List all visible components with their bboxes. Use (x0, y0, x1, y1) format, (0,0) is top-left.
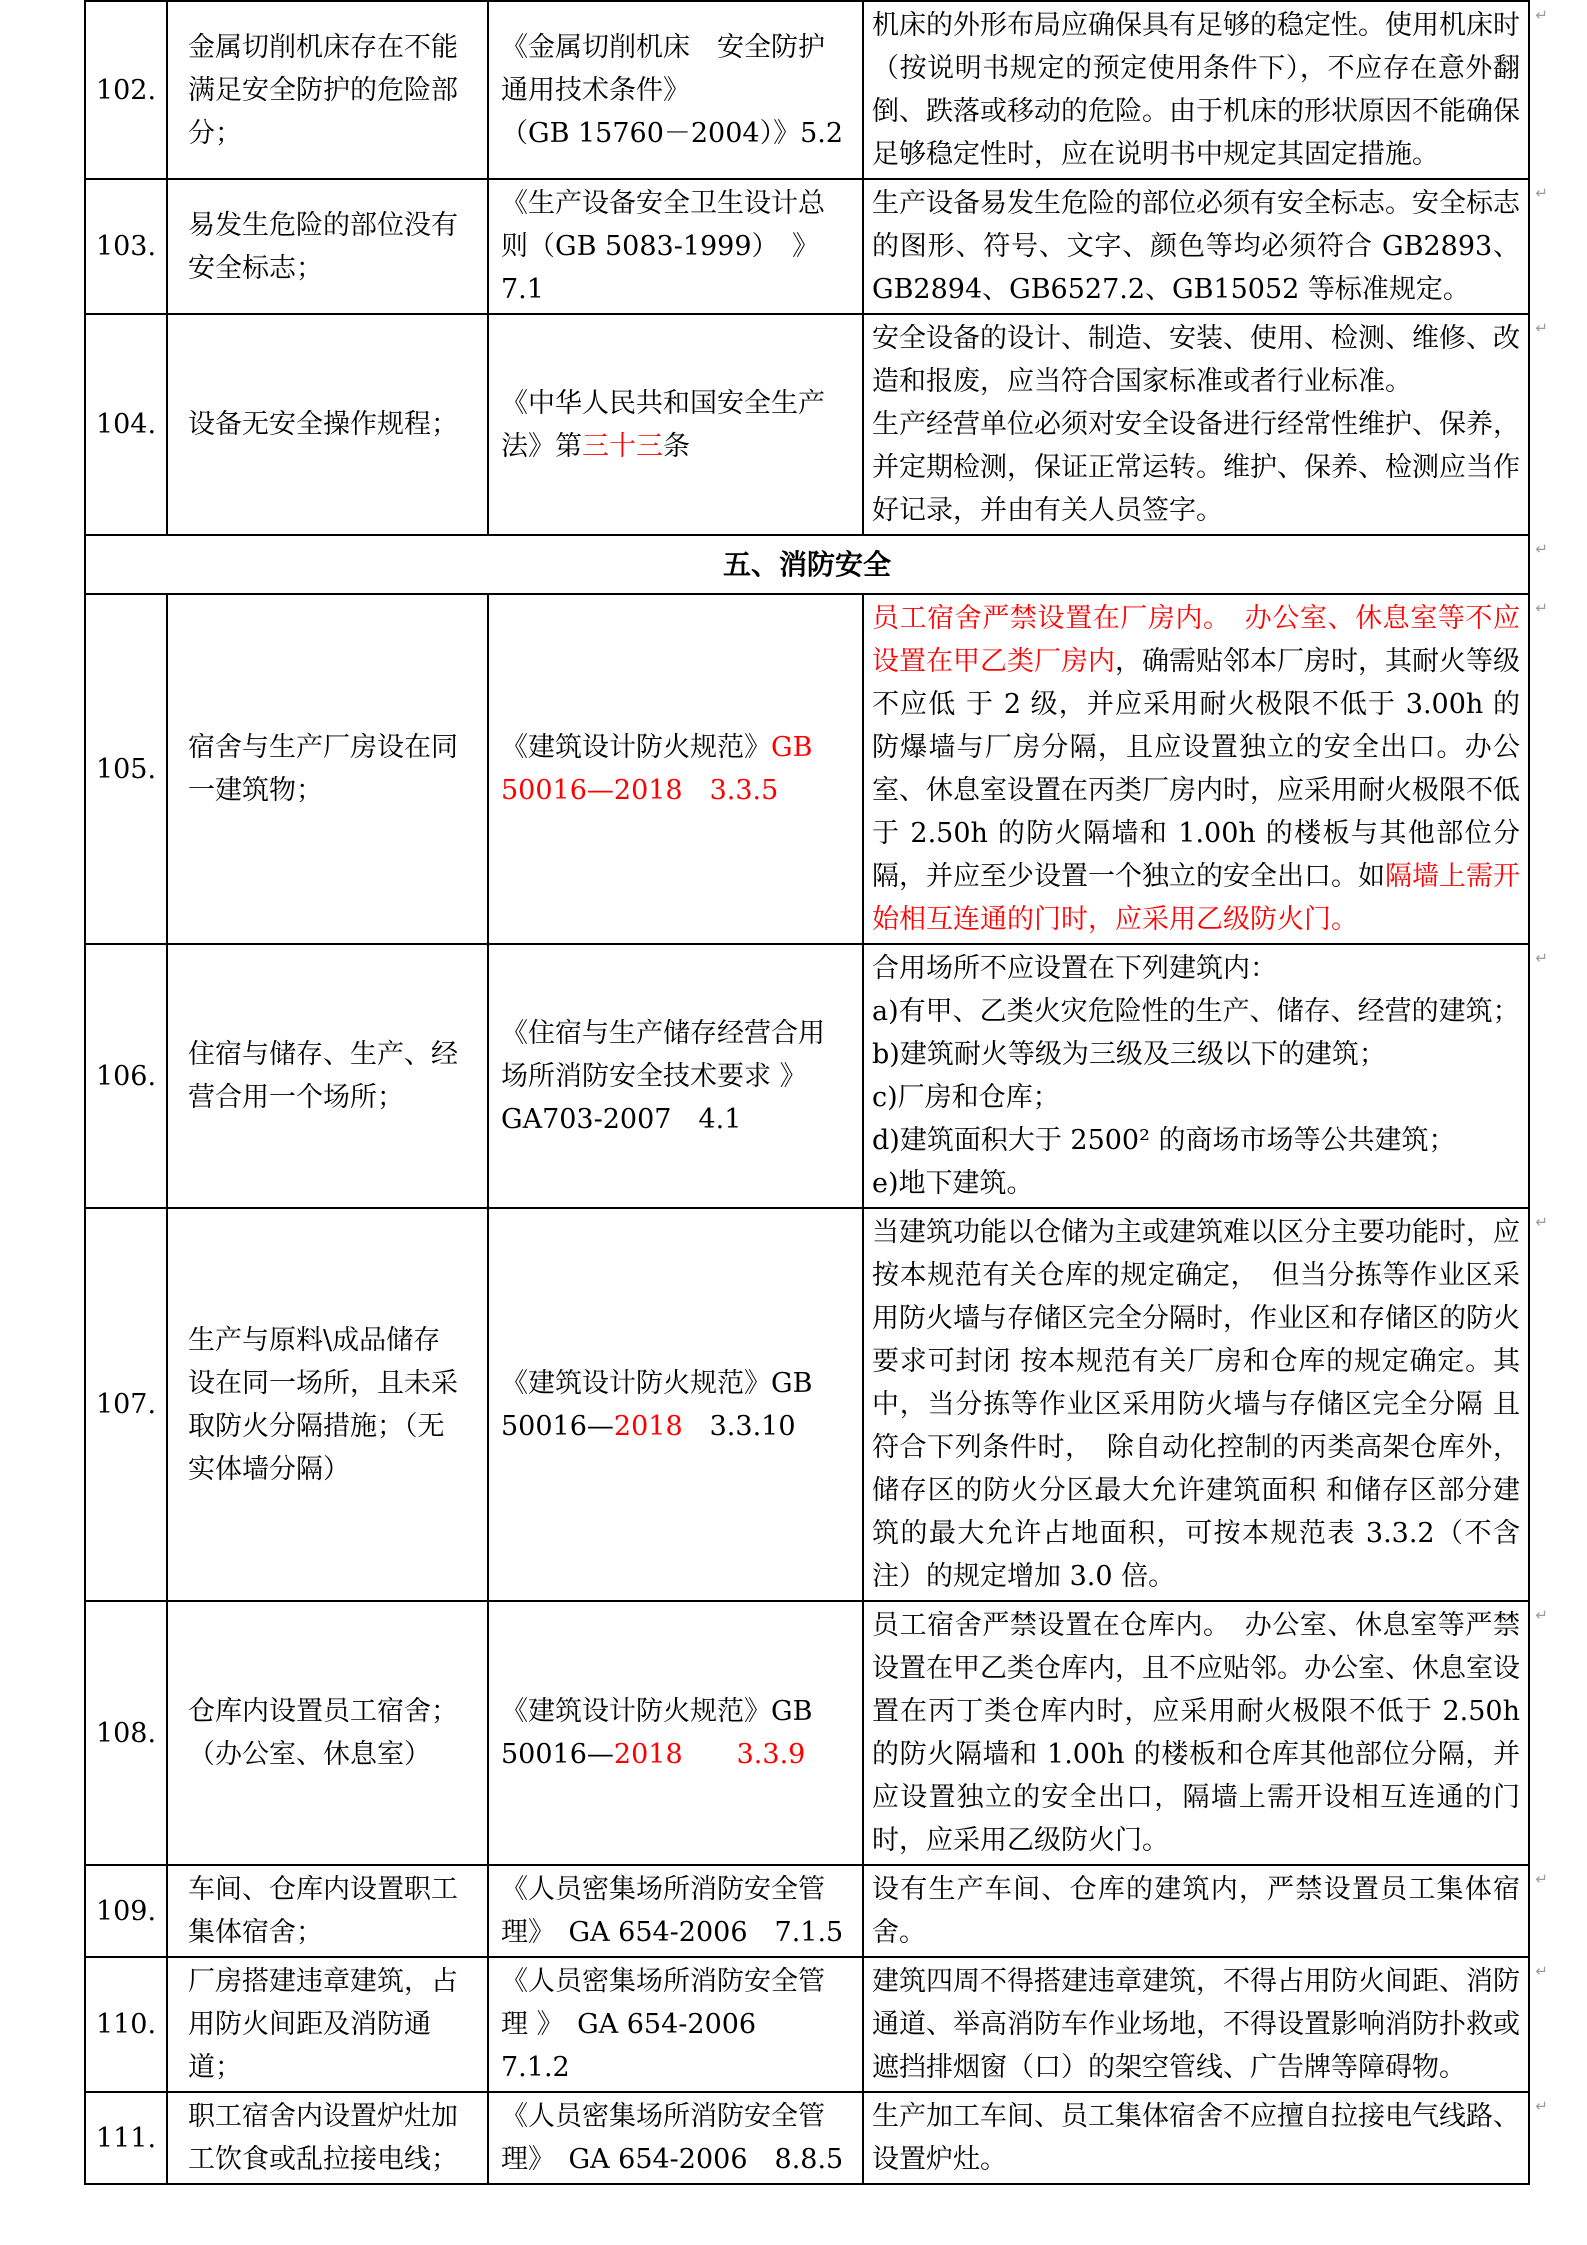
paragraph (188, 1033, 467, 1119)
paragraph-return-mark-icon: ↵ (1535, 1606, 1548, 1624)
text-segment: 车间、仓库内设置职工集体宿舍； (188, 1874, 458, 1948)
text-segment: 宿舍与生产厂房设在同一建筑物； (188, 732, 458, 806)
paragraph-return-mark-icon: ↵ (1535, 6, 1548, 24)
regulation-basis-cell (488, 594, 863, 944)
table-row (85, 1865, 1529, 1957)
table-row (85, 944, 1529, 1208)
regulation-basis-cell (488, 1208, 863, 1601)
text-segment: 生产设备易发生危险的部位必须有安全标志。安全标志的图形、符号、文字、颜色等均必须符合 GB2893、GB2894、GB6527.2、GB15052 等标准规定。 (872, 188, 1520, 305)
row-number-cell (85, 1, 167, 179)
requirement-detail-cell (863, 1957, 1548, 2092)
paragraph (872, 1868, 1520, 1954)
paragraph (501, 1362, 850, 1448)
paragraph (872, 1162, 1520, 1205)
table-row (85, 1208, 1529, 1601)
hazard-description-cell (167, 1601, 488, 1865)
requirement-detail-cell (863, 1601, 1548, 1865)
text-segment: 生产与原料\成品储存设在同一场所，且未采取防火分隔措施；（无实体墙分隔） (188, 1324, 458, 1485)
text-segment: 生产加工车间、员工集体宿舍不应擅自拉接电气线路、设置炉灶。 (872, 2101, 1520, 2175)
text-segment: 安全设备的设计、制造、安装、使用、检测、维修、改造和报废，应当符合国家标准或者行业标准。 (872, 323, 1520, 397)
requirement-detail-cell (863, 314, 1548, 535)
hazard-description-cell (167, 594, 488, 944)
text-segment: b)建筑耐火等级为三级及三级以下的建筑； (872, 1039, 1386, 1070)
paragraph (501, 182, 850, 311)
paragraph (501, 26, 850, 112)
section-title: 五、消防安全 (722, 548, 891, 581)
paragraph (501, 112, 850, 155)
regulation-basis-cell (488, 179, 863, 314)
paragraph (872, 182, 1520, 311)
hazard-description-cell (167, 179, 488, 314)
text-segment: 合用场所不应设置在下列建筑内： (872, 953, 1277, 984)
regulation-basis-cell (488, 1, 863, 179)
text-segment: 职工宿舍内设置炉灶加工饮食或乱拉接电线； (188, 2101, 458, 2175)
table-row (85, 179, 1529, 314)
row-number-cell (85, 594, 167, 944)
hazard-description-cell (167, 314, 488, 535)
text-segment: 建筑四周不得搭建违章建筑，不得占用防火间距、消防通道、举高消防车作业场地，不得设置影响消防扑救或遮挡排烟窗（口）的架空管线、广告牌等障碍物。 (872, 1966, 1520, 2083)
text-segment: 《金属切削机床 安全防护通用技术条件》 (501, 31, 825, 106)
highlighted-text-segment: GB 50016—2018 3.3.5 (501, 732, 813, 806)
text-segment: 当建筑功能以仓储为主或建筑难以区分主要功能时，应按本规范有关仓库的规定确定， 但当分拣等作业区采用防火墙与存储区完全分隔时，作业区和存储区的防火要求可封闭 按本规范有关厂房和仓库的规定确定。其中，当分拣等作业区采用防火墙与存储区完全分隔 且符合下列条件时， 除自动化控制的丙类高架仓库外，储存区的防火分区最大允许建筑面积 和储存区部分建筑的最大允许占地面积，可按本规范表 3.3.2（不含注）的规定增加 3.0 倍。 (872, 1217, 1520, 1592)
text-segment: a)有甲、乙类火灾危险性的生产、储存、经营的建筑； (872, 996, 1520, 1027)
paragraph-return-mark-icon: ↵ (1535, 599, 1548, 617)
requirement-detail-cell (863, 594, 1548, 944)
row-number: 106. (95, 1060, 157, 1092)
paragraph (872, 990, 1520, 1033)
requirement-detail-cell (863, 1208, 1548, 1601)
paragraph (872, 1076, 1520, 1119)
section-header-row (85, 535, 1529, 594)
requirement-detail-cell (863, 2092, 1548, 2184)
text-segment: 《住宿与生产储存经营合用场所消防安全技术要求 》 (501, 1017, 825, 1092)
text-segment: c)厂房和仓库； (872, 1082, 1060, 1113)
requirement-detail-cell (863, 179, 1548, 314)
highlighted-text-segment: 2018 (613, 1739, 683, 1770)
regulation-basis-cell (488, 1957, 863, 2092)
regulation-basis-cell (488, 2092, 863, 2184)
row-number-cell (85, 1601, 167, 1865)
hazard-checklist-table (84, 0, 1548, 2185)
text-segment: d)建筑面积大于 2500² 的商场市场等公共建筑； (872, 1125, 1456, 1156)
paragraph (501, 1690, 850, 1776)
requirement-detail-cell (863, 944, 1548, 1208)
text-segment: 易发生危险的部位没有安全标志； (188, 209, 458, 284)
row-number-cell (85, 944, 167, 1208)
paragraph (188, 1690, 467, 1776)
text-segment: 《人员密集场所消防安全管理 》 GA 654-2006 7.1.2 (501, 1966, 825, 2083)
text-segment: （GB 15760－2004）》5.2 (501, 117, 844, 149)
paragraph (872, 1604, 1520, 1862)
highlighted-text-segment: 2018 (613, 1410, 683, 1442)
paragraph-return-mark-icon: ↵ (1535, 949, 1548, 967)
paragraph (872, 1119, 1520, 1162)
paragraph (188, 1868, 467, 1954)
paragraph (188, 726, 467, 812)
paragraph (872, 597, 1520, 941)
text-segment: 生产经营单位必须对安全设备进行经常性维护、保养，并定期检测，保证正常运转。维护、保养、检测应当作好记录，并由有关人员签字。 (872, 409, 1520, 526)
paragraph (188, 2095, 467, 2181)
text-segment: 《人员密集场所消防安全管理》 GA 654-2006 7.1.5 (501, 1874, 844, 1948)
hazard-description-cell (167, 944, 488, 1208)
regulation-basis-cell (488, 1865, 863, 1957)
paragraph-return-mark-icon: ↵ (1535, 184, 1548, 202)
text-segment: 《人员密集场所消防安全管理》 GA 654-2006 8.8.5 (501, 2101, 844, 2175)
table-row (85, 2092, 1529, 2184)
paragraph (872, 1960, 1520, 2089)
paragraph (872, 1211, 1520, 1598)
text-segment: e)地下建筑。 (872, 1168, 1034, 1199)
regulation-basis-cell (488, 944, 863, 1208)
text-segment: 员工宿舍严禁设置在仓库内。 办公室、休息室等严禁设置在甲乙类仓库内，且不应贴邻。办公室、休息室设置在丙丁类仓库内时，应采用耐火极限不低于 2.50h 的防火隔墙和 1.00h 的楼板和仓库其他部位分隔，并应设置独立的安全出口，隔墙上需开设相互连通的门 时，应采用乙级防火门。 (872, 1610, 1520, 1856)
table-row (85, 1601, 1529, 1865)
row-number: 105. (95, 753, 157, 785)
text-segment: GA703-2007 4.1 (501, 1103, 742, 1135)
row-number-cell (85, 314, 167, 535)
text-segment: 《中华人民共和国安全生产法》第 (501, 387, 825, 462)
paragraph (501, 1012, 850, 1098)
highlighted-text-segment: 三十三 (582, 430, 663, 462)
row-number: 109. (95, 1895, 157, 1927)
row-number-cell (85, 1957, 167, 2092)
paragraph (872, 947, 1520, 990)
text-segment: 机床的外形布局应确保具有足够的稳定性。使用机床时（按说明书规定的预定使用条件下），不应存在意外翻倒、跌落或移动的危险。由于机床的形状原因不能确保足够稳定性时，应在说明书中规定其固定措施。 (872, 10, 1520, 170)
text-segment: 《建筑设计防火规范》 (501, 732, 771, 763)
paragraph (501, 1960, 850, 2089)
paragraph (188, 26, 467, 155)
hazard-description-cell (167, 1208, 488, 1601)
regulation-basis-cell (488, 314, 863, 535)
text-segment (683, 1739, 737, 1770)
text-segment: 厂房搭建违章建筑，占用防火间距及消防通道； (188, 1966, 458, 2083)
text-segment: 仓库内设置员工宿舍；（办公室、休息室） (188, 1696, 458, 1770)
paragraph (501, 1098, 850, 1141)
paragraph-return-mark-icon: ↵ (1535, 1962, 1548, 1980)
section-title-cell (85, 535, 1548, 594)
hazard-description-cell (167, 1, 488, 179)
paragraph-return-mark-icon: ↵ (1535, 2097, 1548, 2115)
row-number: 108. (95, 1717, 157, 1749)
paragraph (501, 726, 850, 812)
row-number: 102. (95, 74, 157, 106)
paragraph (501, 2095, 850, 2181)
text-segment: 住宿与储存、生产、经营合用一个场所； (188, 1039, 458, 1113)
text-segment: 《建筑设计防火规范》GB 50016— (501, 1367, 813, 1442)
row-number-cell (85, 179, 167, 314)
hazard-description-cell (167, 2092, 488, 2184)
table-row (85, 1957, 1529, 2092)
paragraph (188, 1960, 467, 2089)
regulation-basis-cell (488, 1601, 863, 1865)
row-number-cell (85, 1865, 167, 1957)
text-segment: ，确需贴邻本厂房时，其耐火等级不应低 于 2 级，并应采用耐火极限不低于 3.00h 的防爆墙与厂房分隔，且应设置独立的安全出口。办公室、休息室设置在丙类厂房内时，应采用耐火极限不低于 2.50h 的防火隔墙和 1.00h 的楼板与其他部位分隔，并应至少设置一个独立的安全出口。如 (872, 646, 1520, 892)
requirement-detail-cell (863, 1865, 1548, 1957)
highlighted-text-segment: 3.3.9 (736, 1739, 806, 1770)
highlighted-text-segment: 员工宿舍严禁设置在厂房内。 办公室、休息室等不应设置在甲乙类厂房内 (872, 603, 1520, 677)
row-number-cell (85, 2092, 167, 2184)
text-segment: 设有生产车间、仓库的建筑内，严禁设置员工集体宿舍。 (872, 1874, 1520, 1948)
text-segment: 3.3.10 (682, 1410, 796, 1442)
paragraph (872, 403, 1520, 532)
row-number: 107. (95, 1389, 157, 1420)
paragraph-return-mark-icon: ↵ (1535, 1213, 1548, 1231)
paragraph-return-mark-icon: ↵ (1535, 540, 1548, 558)
paragraph (872, 2095, 1520, 2181)
hazard-description-cell (167, 1957, 488, 2092)
text-segment: 设备无安全操作规程； (188, 409, 458, 440)
paragraph (188, 204, 467, 290)
text-segment: 金属切削机床存在不能满足安全防护的危险部分； (188, 31, 458, 149)
paragraph (501, 1868, 850, 1954)
paragraph (872, 1033, 1520, 1076)
table-row (85, 1, 1529, 179)
paragraph (188, 1319, 467, 1491)
paragraph (872, 4, 1520, 176)
row-number: 104. (95, 409, 157, 440)
row-number: 111. (95, 2122, 157, 2154)
paragraph (188, 403, 467, 446)
hazard-description-cell (167, 1865, 488, 1957)
paragraph (501, 382, 850, 468)
text-segment: 《生产设备安全卫生设计总则（GB 5083-1999） 》 7.1 (501, 188, 833, 305)
table-row (85, 314, 1529, 535)
text-segment: 《建筑设计防火规范》GB 50016— (501, 1696, 813, 1770)
highlighted-text-segment: 隔墙上需开始相互连通的门时，应采用乙级防火门。 (872, 861, 1520, 935)
paragraph-return-mark-icon: ↵ (1535, 319, 1548, 337)
row-number: 103. (95, 231, 157, 262)
text-segment: 条 (663, 430, 690, 462)
row-number-cell (85, 1208, 167, 1601)
row-number: 110. (95, 2009, 157, 2040)
paragraph-return-mark-icon: ↵ (1535, 1870, 1548, 1888)
table-row (85, 594, 1529, 944)
requirement-detail-cell (863, 1, 1548, 179)
paragraph (872, 317, 1520, 403)
hazard-table-body (85, 1, 1548, 2184)
